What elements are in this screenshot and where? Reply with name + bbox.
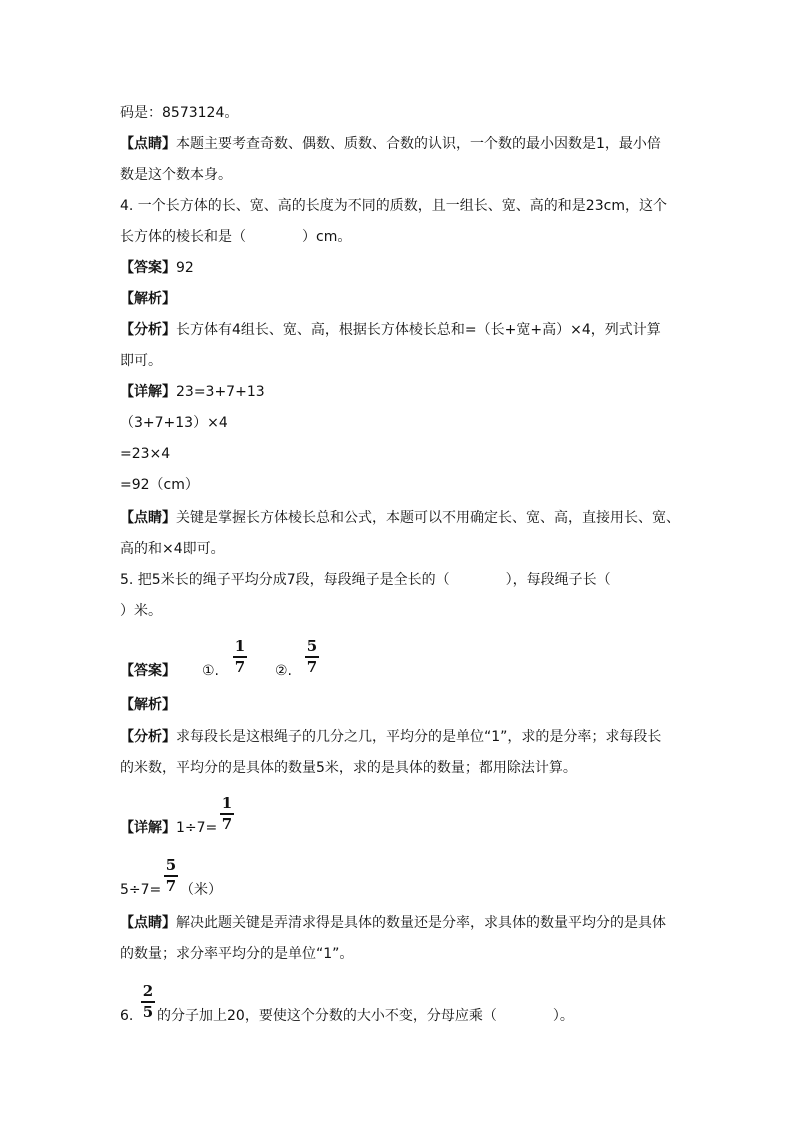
question-text: 的分子加上20，要使这个分数的大小不变，分母应乘（ ）。 — [157, 1008, 574, 1024]
analysis-line — [120, 320, 661, 340]
answer-value: 92 — [176, 260, 194, 276]
fraction-numerator: 5 — [306, 637, 318, 655]
answer-marker — [275, 661, 292, 681]
unit-text: （米） — [180, 882, 222, 898]
text-line — [120, 165, 232, 185]
detail-tag: 【详解】 — [120, 384, 176, 400]
question-6-line — [120, 1006, 133, 1026]
question-4-line — [120, 227, 351, 247]
analysis-heading — [120, 289, 176, 309]
detail-text: 1÷7= — [176, 820, 218, 836]
detail-line — [120, 818, 217, 838]
detail-text: 23=3+7+13 — [176, 384, 265, 400]
tip-line — [120, 913, 666, 933]
tip-line — [120, 134, 661, 154]
tip-line — [120, 539, 225, 559]
detail-text: =92（cm） — [120, 477, 199, 493]
detail-line — [120, 444, 170, 464]
answer-marker-2: ②. — [275, 663, 293, 679]
analysis-line — [120, 351, 162, 371]
question-number: 6. — [120, 1008, 134, 1024]
question-6-line — [157, 1006, 574, 1026]
detail-line — [120, 475, 199, 495]
question-text: ）米。 — [120, 603, 162, 619]
tip-text: 本题主要考查奇数、偶数、质数、合数的认识，一个数的最小因数是1，最小倍 — [176, 136, 661, 152]
question-text: 5. 把5米长的绳子平均分成7段，每段绳子是全长的（ ），每段绳子长（ — [120, 572, 611, 588]
answer-line — [120, 258, 194, 278]
analysis-tag: 【解析】 — [120, 697, 176, 713]
detail-line — [120, 413, 228, 433]
detail-text: =23×4 — [120, 446, 171, 462]
tip-text: 高的和×4即可。 — [120, 541, 225, 557]
tip-tag: 【点睛】 — [120, 510, 176, 526]
analysis-sub-tag: 【分析】 — [120, 729, 176, 745]
text: 码是：8573124。 — [120, 105, 239, 121]
question-5-line — [120, 601, 162, 621]
fraction-denominator: 7 — [234, 658, 246, 676]
fraction-numerator: 1 — [234, 637, 246, 655]
fraction-numerator: 1 — [221, 794, 233, 812]
tip-tag: 【点睛】 — [120, 915, 176, 931]
fraction — [164, 857, 178, 895]
detail-line — [120, 880, 161, 900]
tip-line — [120, 944, 353, 964]
answer-tag: 【答案】 — [120, 663, 176, 679]
fraction — [305, 638, 319, 676]
fraction — [233, 638, 247, 676]
detail-tag: 【详解】 — [120, 820, 176, 836]
analysis-sub-tag: 【分析】 — [120, 322, 176, 338]
fraction-denominator: 7 — [221, 815, 233, 833]
tip-tag: 【点睛】 — [120, 136, 176, 152]
fraction — [220, 795, 234, 833]
text: 数是这个数本身。 — [120, 167, 232, 183]
analysis-text: 求每段长是这根绳子的几分之几，平均分的是单位“1”，求的是分率；求每段长 — [176, 729, 662, 745]
question-4-line — [120, 196, 667, 216]
answer-marker-1: ①. — [202, 663, 220, 679]
fraction-denominator: 7 — [306, 658, 318, 676]
detail-unit — [180, 880, 222, 900]
answer-marker — [202, 661, 219, 681]
tip-text: 关键是掌握长方体棱长总和公式，本题可以不用确定长、宽、高，直接用长、宽、 — [176, 510, 680, 526]
detail-text: （3+7+13）×4 — [120, 415, 228, 431]
analysis-text: 即可。 — [120, 353, 162, 369]
question-5-line — [120, 570, 611, 590]
fraction-numerator: 2 — [142, 982, 154, 1000]
analysis-line — [120, 758, 577, 778]
analysis-line — [120, 727, 661, 747]
tip-text: 解决此题关键是弄清求得是具体的数量还是分率，求具体的数量平均分的是具体 — [176, 915, 666, 931]
tip-text: 的数量；求分率平均分的是单位“1”。 — [120, 946, 354, 962]
analysis-text: 长方体有4组长、宽、高，根据长方体棱长总和=（长+宽+高）×4，列式计算 — [176, 322, 661, 338]
analysis-tag: 【解析】 — [120, 291, 176, 307]
question-text: 4. 一个长方体的长、宽、高的长度为不同的质数，且一组长、宽、高的和是23cm，这个 — [120, 198, 667, 214]
answer-tag: 【答案】 — [120, 260, 176, 276]
answer-line — [120, 661, 176, 681]
analysis-heading — [120, 695, 176, 715]
fraction — [141, 983, 155, 1021]
tip-line — [120, 508, 680, 528]
fraction-numerator: 5 — [165, 856, 177, 874]
text-line — [120, 103, 238, 123]
detail-text: 5÷7= — [120, 882, 162, 898]
fraction-denominator: 5 — [142, 1003, 154, 1021]
analysis-text: 的米数，平均分的是具体的数量5米，求的是具体的数量；都用除法计算。 — [120, 760, 577, 776]
detail-line — [120, 382, 265, 402]
fraction-denominator: 7 — [165, 877, 177, 895]
question-text: 长方体的棱长和是（ ）cm。 — [120, 229, 352, 245]
